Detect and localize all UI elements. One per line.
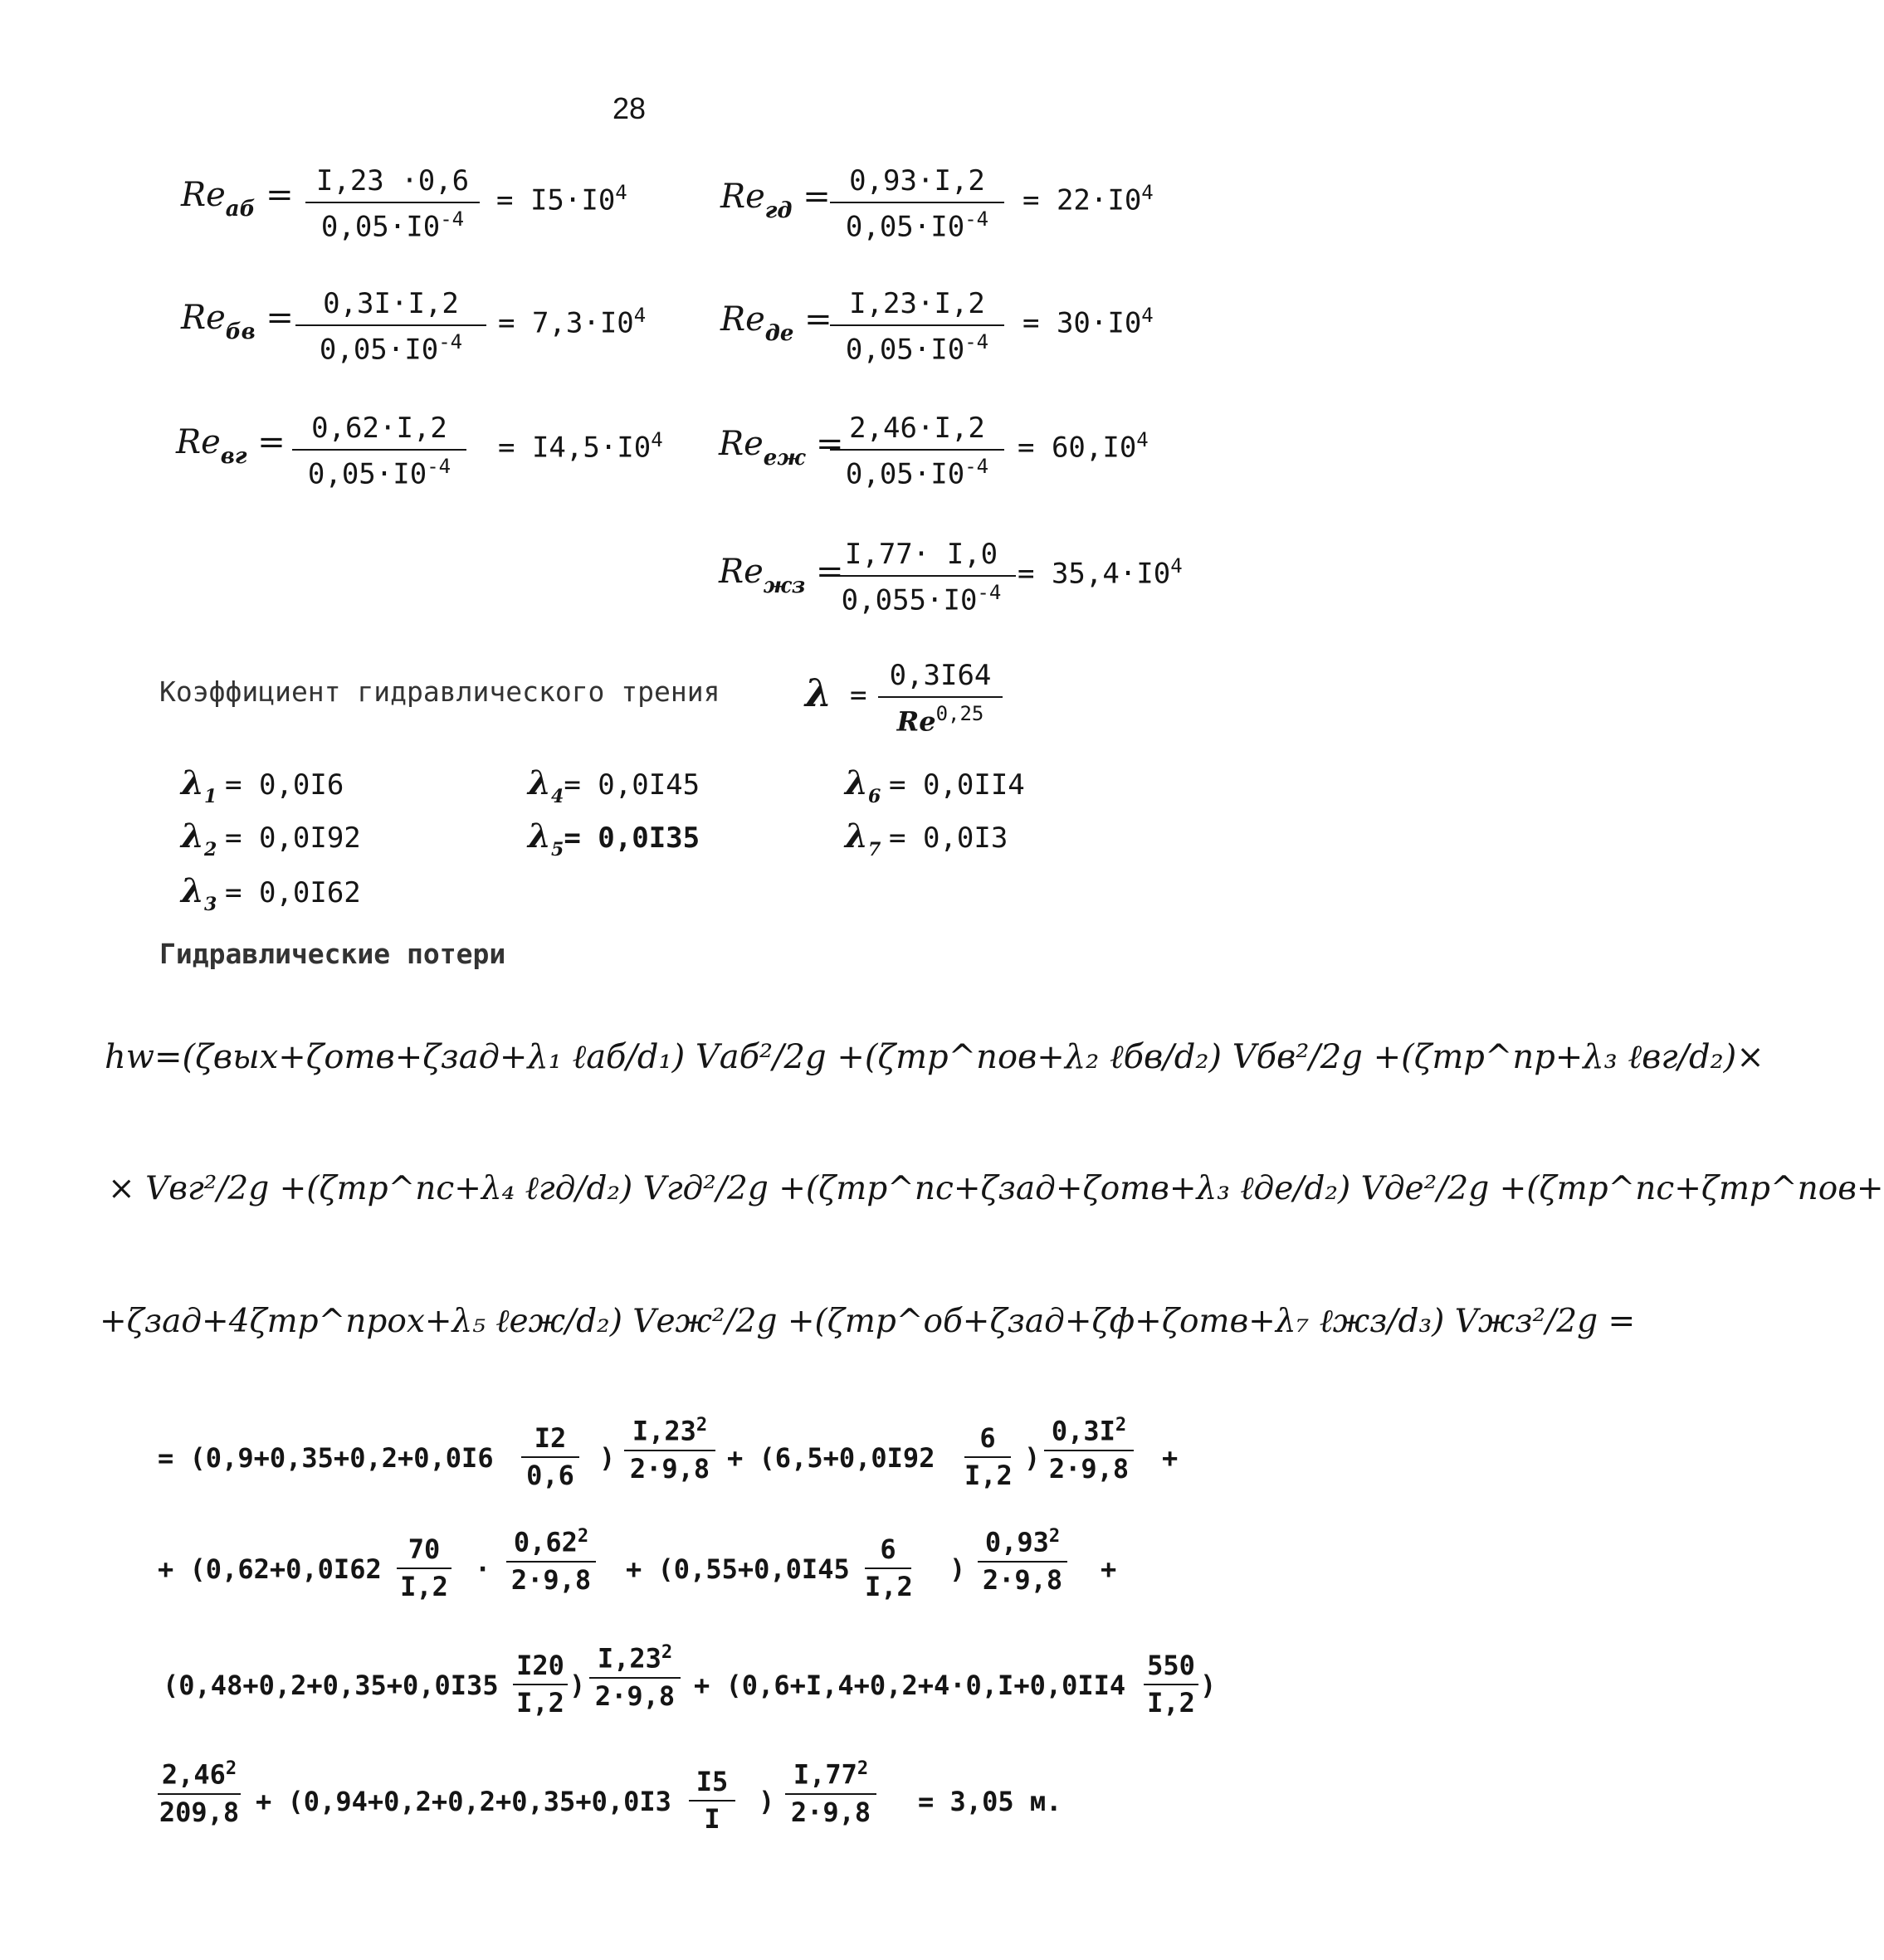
lambda-symbol: λ: [805, 670, 832, 715]
re-fraction: $\frac{2,46\cdot I,2}{0,05\cdot I0^{-4}}$: [830, 413, 1004, 490]
re-result: = $22\cdot I0^4$: [1023, 181, 1154, 217]
calc-fraction: $\frac{6}{I,2}$: [865, 1533, 913, 1603]
calc-term: + (6,5+0,0I92: [727, 1442, 935, 1474]
calc-fraction: $\frac{0,93^2}{2\cdot 9,8}$: [978, 1527, 1067, 1595]
page-number: 28: [613, 91, 647, 125]
calc-fraction: $\frac{I,23^2}{2\cdot 9,8}$: [589, 1643, 681, 1711]
calc-term: + (0,55+0,0I45: [626, 1553, 850, 1585]
calc-term: ): [949, 1553, 966, 1585]
calc-term: ): [569, 1670, 586, 1701]
lambda-5: $\lambda_5= 0,0I35$: [528, 817, 700, 861]
calc-term: +: [1162, 1442, 1179, 1474]
calc-fraction: $\frac{I20}{I,2}$: [513, 1651, 568, 1718]
calc-fraction: $\frac{I,23^2}{2\cdot 9,8}$: [624, 1416, 715, 1484]
lambda-6: $\lambda_6 = 0,0II4$: [845, 763, 1025, 807]
calc-fraction: $\frac{6}{I,2}$: [964, 1422, 1013, 1492]
lambda-7: $\lambda_7 = 0,0I3$: [845, 817, 1008, 861]
calc-result: = 3,05 м.: [918, 1786, 1062, 1817]
re-label: $Re_{аб}$ =: [181, 176, 294, 222]
calc-term: ): [599, 1442, 616, 1474]
lambda-4: $\lambda_4= 0,0I45$: [528, 763, 700, 807]
calc-fraction: $\frac{2,46^2}{209,8}$: [159, 1758, 240, 1828]
re-result: = $30\cdot I0^4$: [1023, 304, 1154, 340]
calc-term: ): [1200, 1670, 1217, 1701]
calc-term: + (0,6+I,4+0,2+4·0,I+0,0II4: [694, 1670, 1126, 1701]
re-label: $Re_{еж}$ =: [719, 425, 844, 470]
calc-fraction: $\frac{I5}{I}$: [689, 1767, 735, 1834]
re-fraction: $\frac{0,93\cdot I,2}{0,05\cdot I0^{-4}}$: [830, 166, 1004, 243]
loss-formula-line-2: × Vвг²/2g +(ζтр^пс+λ₄ ℓгд/d₂) Vгд²/2g +(ζтр^пс+ζзад+ζотв+λ₃ ℓде/d₂) Vде²/2g +(ζтр^пс+ζтр^пов+: [108, 1170, 1884, 1207]
re-label: $Re_{жз}$ =: [719, 553, 844, 598]
re-fraction: $\frac{0,62\cdot I,2}{0,05\cdot I0^{-4}}$: [292, 413, 466, 490]
equals-sign: =: [850, 679, 867, 712]
re-fraction: $\frac{I,23\cdot I,2}{0,05\cdot I0^{-4}}$: [830, 289, 1004, 366]
re-label: $Re_{де}$ =: [720, 300, 832, 346]
calc-term: (0,48+0,2+0,35+0,0I35: [163, 1670, 499, 1701]
calc-term: ·: [475, 1553, 491, 1585]
calc-fraction: $\frac{0,62^2}{2\cdot 9,8}$: [506, 1527, 596, 1595]
loss-formula-line-1: hw=(ζвых+ζотв+ζзад+λ₁ ℓаб/d₁) Vаб²/2g +(ζтр^пов+λ₂ ℓбв/d₂) Vбв²/2g +(ζтр^пр+λ₃ ℓвг/d₂)×: [105, 1038, 1764, 1076]
lambda-3: $\lambda_3 = 0,0I62$: [181, 871, 361, 915]
lambda-2: $\lambda_2 = 0,0I92$: [181, 817, 361, 861]
calc-term: + (0,94+0,2+0,2+0,35+0,0I3: [256, 1786, 671, 1817]
friction-formula: $\frac{0,3I64}{Re^{0,25}}$: [878, 661, 1003, 738]
re-result: = $I4,5\cdot I0^4$: [498, 428, 663, 465]
calc-term: +: [1101, 1553, 1117, 1585]
friction-caption: Коэффициент гидравлического трения: [159, 675, 720, 708]
re-result: = $7,3\cdot I0^4$: [498, 304, 647, 340]
re-result: = $I5\cdot I0^4$: [496, 181, 627, 217]
calc-fraction: $\frac{0,3I^2}{2\cdot 9,8}$: [1044, 1416, 1134, 1484]
calc-fraction: $\frac{550}{I,2}$: [1144, 1651, 1198, 1718]
calc-term: ): [1024, 1442, 1041, 1474]
re-label: $Re_{гд}$ =: [720, 178, 831, 223]
re-label: $Re_{вг}$ =: [176, 423, 286, 469]
calc-fraction: $\frac{I,77^2}{2\cdot 9,8}$: [785, 1759, 876, 1827]
re-fraction: $\frac{I,23 \cdot 0,6}{0,05\cdot I0^{-4}}$: [305, 166, 480, 243]
lambda-1: $\lambda_1 = 0,0I6$: [181, 763, 344, 807]
calc-fraction: $\frac{I2}{0,6}$: [521, 1424, 579, 1490]
re-label: $Re_{бв}$ =: [181, 299, 294, 344]
re-fraction: $\frac{0,3I\cdot I,2}{0,05\cdot I0^{-4}}$: [295, 289, 486, 366]
calc-term: + (0,62+0,0I62: [158, 1553, 382, 1585]
re-fraction: $\frac{I,77\cdot I,0}{0,055\cdot I0^{-4}}$: [827, 539, 1016, 617]
losses-caption: Гидравлические потери: [159, 938, 506, 970]
calc-term: ): [759, 1786, 775, 1817]
calc-fraction: $\frac{70}{I,2}$: [397, 1535, 451, 1602]
re-result: = $60,I0^4$: [1018, 428, 1149, 465]
calc-term: = (0,9+0,35+0,2+0,0I6: [158, 1442, 494, 1474]
loss-formula-line-3: +ζзад+4ζтр^прох+λ₅ ℓеж/d₂) Vеж²/2g +(ζтр^об+ζзад+ζф+ζотв+λ₇ ℓжз/d₃) Vжз²/2g =: [100, 1303, 1636, 1340]
re-result: = $35,4\cdot I0^4$: [1018, 554, 1183, 591]
